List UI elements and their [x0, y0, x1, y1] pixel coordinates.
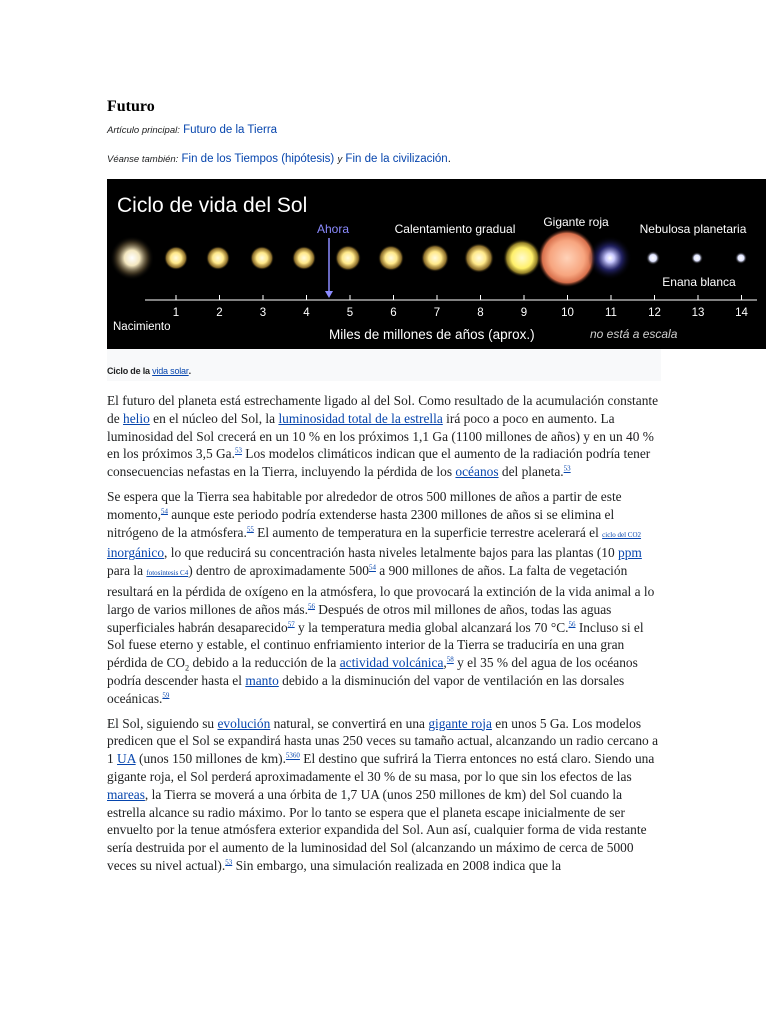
text-run: del planeta. [498, 464, 564, 480]
reference-link[interactable]: 53 [563, 464, 571, 473]
text-run: El aumento de temperatura en la superficie terrestre acelerará el [253, 524, 603, 540]
axis-tick-label: 7 [433, 307, 441, 319]
white-dwarf-icon [691, 252, 703, 264]
link-tides[interactable]: mareas [107, 786, 145, 802]
text-run: aunque este periodo podría extenderse hasta 2300 millones de años si se elimina el nitrógeno de la atmósfera. [107, 506, 615, 540]
text-run: Después de otros mil millones de años, todas las aguas superficiales habrán desaparecido [107, 601, 612, 635]
see-also-label: Véanse también: [107, 154, 179, 165]
text-run: El futuro del planeta está estrechamente ligado al del Sol. Como resultado de la acumulación constante de [107, 393, 659, 426]
reference-link[interactable]: 56 [307, 602, 315, 611]
reference-link[interactable]: 58 [446, 655, 454, 664]
see-also-separator: y [337, 154, 343, 165]
paragraph-1 [107, 392, 663, 481]
figure-title: Ciclo de vida del Sol [117, 194, 308, 217]
sun-star-icon [378, 245, 404, 271]
caption-prefix: Ciclo de la [107, 366, 150, 376]
reference-link[interactable]: 57 [287, 620, 295, 629]
axis-tick-label: 1 [172, 307, 180, 319]
link-oceans[interactable]: océanos [455, 464, 499, 480]
link-red-giant[interactable]: gigante roja [428, 715, 492, 731]
paragraph-3 [107, 715, 663, 875]
section-futuro [107, 98, 663, 165]
text-run: ) dentro de aproximadamente 500 [188, 563, 369, 579]
axis-tick-label: 2 [216, 307, 223, 319]
text-run: en el núcleo del Sol, la [149, 410, 279, 426]
caption-link-solar-life[interactable]: vida solar [152, 366, 189, 376]
axis-tick-label: 12 [648, 307, 661, 319]
axis-tick-label: 10 [561, 307, 574, 319]
axis-tick-label: 5 [346, 307, 354, 319]
text-run: y el 35 % del agua de los océanos podría descender hasta el [107, 655, 638, 688]
sun-star-icon [292, 246, 316, 270]
text-run: , lo que reducirá su concentración hasta niveles letalmente bajos para las plantas (10 [164, 545, 619, 561]
paragraph-2 [107, 488, 663, 708]
birth-star-icon [110, 236, 154, 280]
link-c4-photosynthesis[interactable]: fotosíntesis C4 [146, 569, 189, 578]
subscript: 2 [185, 663, 190, 673]
main-article-hatnote [107, 124, 277, 136]
text-run: irá poco a poco en aumento. La luminosidad del Sol crecerá en un 10 % en los próximos 1,1 Ga (1100 millones de años) y en un 40 % en los próximos 3,5 Ga. [107, 410, 654, 462]
link-inorganic[interactable]: inorgánico [107, 545, 165, 561]
text-run: El Sol, siguiendo su [107, 715, 218, 731]
link-volcanic-activity[interactable]: actividad volcánica [339, 655, 444, 671]
text-run: debido a la disminución del vapor de ventilación en las dorsales oceánicas. [107, 672, 625, 706]
text-run: Incluso si el Sol fuese eterno y estable, el continuo enfriamiento interior de la Tierra se traduciría en una gran pérdida de CO [107, 619, 644, 671]
sun-star-icon [206, 246, 230, 270]
text-run: debido a la reducción de la [189, 655, 340, 671]
text-run: Sin embargo, una simulación realizada en 2008 indica que la [232, 857, 562, 873]
white-dwarf-icon [735, 252, 747, 264]
axis-ticks [173, 295, 749, 319]
link-au[interactable]: UA [117, 751, 136, 767]
axis-tick-label: 8 [477, 307, 484, 319]
link-ppm[interactable]: ppm [618, 545, 642, 561]
axis-label: Miles de millones de años (aprox.) [329, 327, 535, 342]
sun-star-icon [464, 243, 494, 273]
link-co2-cycle[interactable]: ciclo del CO2 [602, 530, 642, 539]
see-also-link-end-civilization[interactable]: Fin de la civilización [345, 153, 448, 165]
text-run: y la temperatura media global alcanzará los 70 °C. [294, 619, 569, 635]
axis-tick-label: 9 [520, 307, 528, 319]
caption-suffix: . [188, 366, 191, 376]
text-run: natural, se convertirá en una [270, 715, 429, 731]
link-helio[interactable]: helio [123, 410, 150, 426]
text-run: El destino que sufrirá la Tierra entonces no está claro. Siendo una gigante roja, el Sol perderá aproximadamente el 30 % de su masa, por lo que sin los efectos de las [107, 751, 655, 784]
reference-link[interactable]: 59 [162, 691, 170, 700]
link-evolution[interactable]: evolución [217, 715, 271, 731]
see-also-link-end-times[interactable]: Fin de los Tiempos (hipótesis) [181, 153, 335, 165]
now-label: Ahora [316, 222, 350, 236]
sun-life-cycle-figure[interactable] [107, 179, 766, 349]
sun-star-icon [335, 245, 361, 271]
text-run: para la [107, 563, 147, 579]
main-article-link[interactable]: Futuro de la Tierra [183, 124, 278, 136]
see-also-end: . [447, 153, 451, 165]
red-giant-icon [538, 229, 596, 287]
see-also-hatnote [107, 153, 451, 165]
birth-label: Nacimiento [113, 321, 171, 333]
bright-sun-star-icon [503, 239, 541, 277]
main-article-label: Artículo principal: [107, 125, 180, 136]
reference-link[interactable]: 53 [225, 858, 233, 867]
scale-note: no está a escala [590, 327, 678, 341]
axis-tick-label: 6 [390, 307, 397, 319]
sun-star-icon [164, 246, 188, 270]
reference-link[interactable]: 55 [246, 525, 254, 534]
text-run: Se espera que la Tierra sea habitable por alrededor de otros 500 millones de años a partir de este momento, [107, 488, 622, 522]
reference-link[interactable]: 56 [568, 620, 576, 629]
white-dwarf-label: Enana blanca [662, 275, 736, 289]
sun-life-cycle-diagram [107, 179, 766, 349]
text-run: , la Tierra se moverá a una órbita de 1,7 UA (unos 250 millones de km) del Sol cuando la estrella alcance su radio máximo. Por lo tanto se espera que el planeta escape inicialmente de ser envuelto por la tenue atmósfera exterior expandida del Sol. Aun así, cualquier forma de vida restante sería destruida por el aumento de la luminosidad del Sol (alcanzando un máximo de cerca de 5000 veces su nivel actual). [107, 786, 647, 873]
reference-link[interactable]: 53 [234, 446, 242, 455]
text-run: a 900 millones de años. La falta de vegetación resultará en la pérdida de oxígeno en la atmósfera, lo que provocará la extinción de la vida animal a lo largo de varios millones de años más. [107, 563, 655, 617]
reference-link[interactable]: 54 [160, 507, 168, 516]
planetary-nebula-icon [588, 236, 632, 280]
red-giant-label: Gigante roja [543, 215, 609, 229]
figure-caption [107, 366, 191, 376]
article-body [107, 392, 663, 882]
axis-tick-label: 13 [691, 307, 705, 319]
link-luminosity[interactable]: luminosidad total de la estrella [278, 410, 443, 426]
reference-link[interactable]: 5360 [285, 751, 300, 760]
text-run: (unos 150 millones de km). [135, 751, 286, 767]
now-arrow-icon [325, 291, 333, 298]
sun-star-icon [421, 244, 449, 272]
sun-star-icon [250, 246, 274, 270]
figure-caption-box [107, 349, 661, 381]
axis-tick-label: 11 [605, 307, 617, 319]
axis-tick-label: 14 [735, 307, 748, 319]
axis-tick-label: 3 [259, 307, 267, 319]
text-run: , [443, 655, 447, 671]
planetary-nebula-label: Nebulosa planetaria [639, 222, 747, 236]
axis-tick-label: 4 [303, 307, 310, 319]
warming-label: Calentamiento gradual [394, 222, 516, 236]
text-run: en unos 5 Ga. Los modelos predicen que el Sol se expandirá hasta unas 250 veces su tamaño actual, alcanzando un radio cercano a 1 [107, 715, 659, 767]
reference-link[interactable]: 54 [368, 563, 376, 572]
link-mantle[interactable]: manto [245, 672, 279, 688]
section-title: Futuro [107, 98, 155, 115]
white-dwarf-icon [646, 251, 660, 265]
text-run: Los modelos climáticos indican que el aumento de la radiación podría tener consecuencias nefastas en la Tierra, incluyendo la pérdida de los [107, 446, 651, 480]
